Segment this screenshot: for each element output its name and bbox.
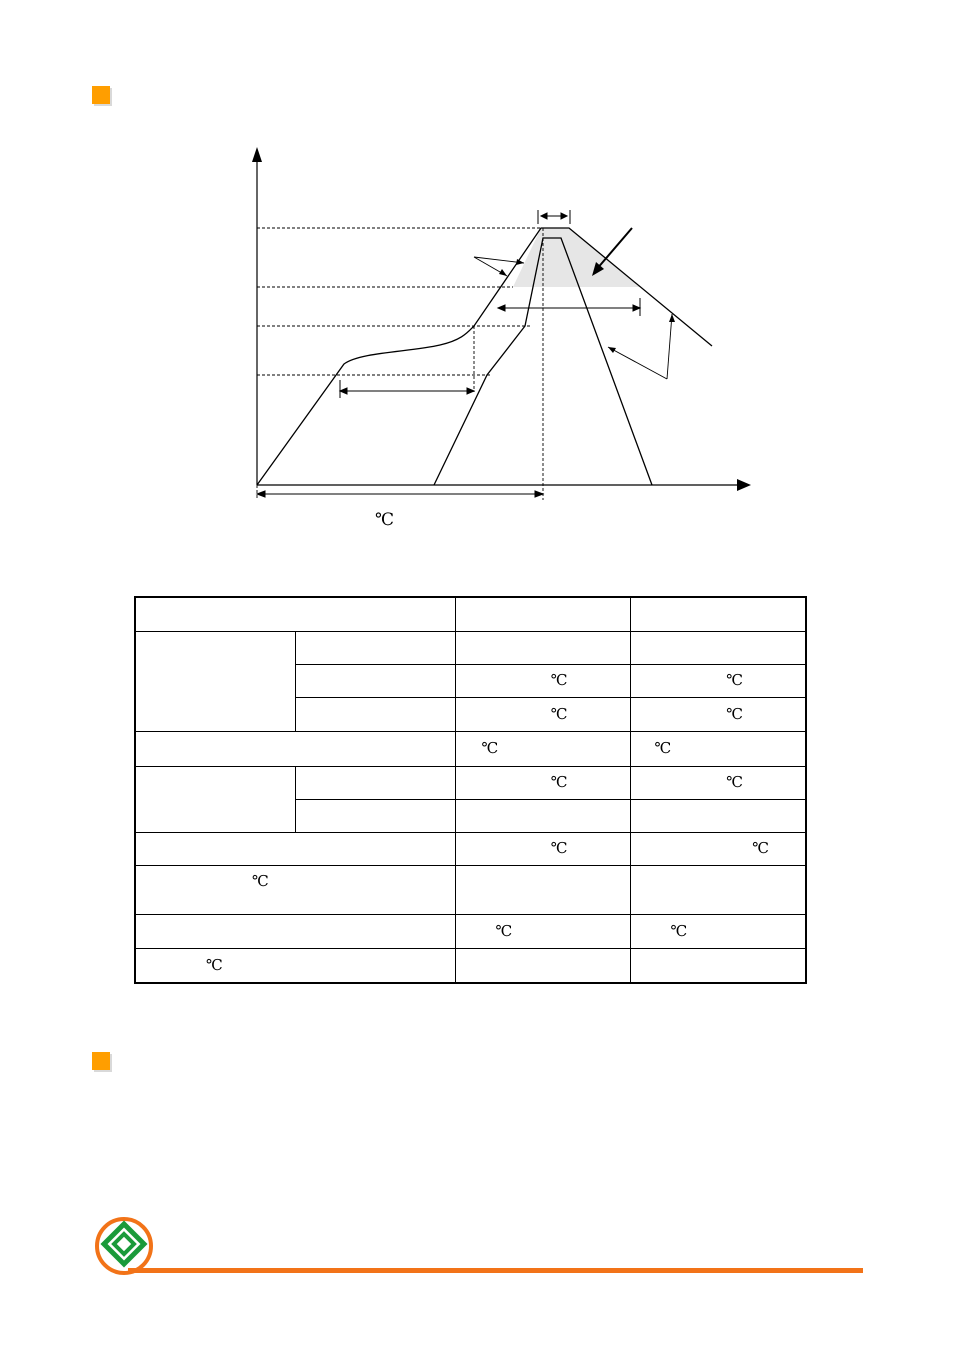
table-cell	[630, 865, 806, 914]
reflow-profile-diagram	[0, 0, 954, 560]
table-cell	[295, 799, 455, 832]
table-cell: ℃	[630, 832, 806, 865]
table-cell	[630, 799, 806, 832]
reflow-parameter-table	[134, 596, 807, 984]
table-cell	[135, 731, 455, 766]
table-cell	[630, 597, 806, 631]
ramp-callout-arrows	[474, 257, 524, 276]
table-cell	[630, 948, 806, 983]
table-cell	[295, 766, 455, 799]
table-cell	[295, 697, 455, 731]
max-profile-curve	[257, 228, 712, 485]
table-cell	[135, 631, 295, 731]
table-row	[135, 948, 806, 983]
x-axis-arrow	[737, 479, 751, 491]
cooling-callout-arrows	[608, 314, 672, 379]
table-cell	[135, 914, 455, 948]
table-cell	[135, 832, 455, 865]
table-row	[135, 597, 806, 631]
table-row	[135, 631, 806, 664]
table-row	[135, 865, 806, 914]
table-cell	[455, 631, 630, 664]
table-cell: ℃	[455, 664, 630, 697]
table-row	[135, 766, 806, 799]
section-bullet-2	[92, 1052, 110, 1070]
table-cell	[295, 664, 455, 697]
time-above-liquidus-marker	[498, 298, 640, 316]
table-cell	[135, 597, 455, 631]
peak-zone-callout	[596, 228, 632, 270]
table-cell: ℃	[455, 832, 630, 865]
table-cell	[135, 766, 295, 832]
table-cell: ℃	[630, 731, 806, 766]
table-cell: ℃	[630, 664, 806, 697]
peak-time-marker	[538, 210, 570, 224]
table-cell	[455, 865, 630, 914]
table-cell	[455, 597, 630, 631]
table-cell: ℃	[630, 697, 806, 731]
total-time-marker	[257, 491, 543, 497]
footer-rule	[128, 1268, 863, 1273]
table-cell: ℃	[455, 697, 630, 731]
time-reference-lines	[257, 228, 543, 500]
table-cell: ℃	[135, 948, 455, 983]
cooling-callout-head-1	[608, 347, 616, 353]
table-cell: ℃	[455, 766, 630, 799]
table-cell: ℃	[455, 731, 630, 766]
table-cell	[455, 799, 630, 832]
table-cell: ℃	[455, 914, 630, 948]
preheat-time-marker	[340, 380, 474, 398]
table-row	[135, 914, 806, 948]
table-cell: ℃	[135, 865, 455, 914]
table-cell	[295, 631, 455, 664]
table-cell: ℃	[630, 766, 806, 799]
ramp-callout-head-2	[516, 259, 524, 265]
table-cell	[455, 948, 630, 983]
ramp-callout-head-1	[499, 269, 507, 276]
table-row	[135, 832, 806, 865]
peak-shaded-area	[513, 228, 640, 287]
temperature-reference-lines	[257, 228, 540, 375]
y-axis-arrow	[252, 147, 262, 162]
table-row	[135, 731, 806, 766]
table-cell: ℃	[630, 914, 806, 948]
table-cell	[630, 631, 806, 664]
chart-celsius-label: ℃	[375, 510, 395, 530]
